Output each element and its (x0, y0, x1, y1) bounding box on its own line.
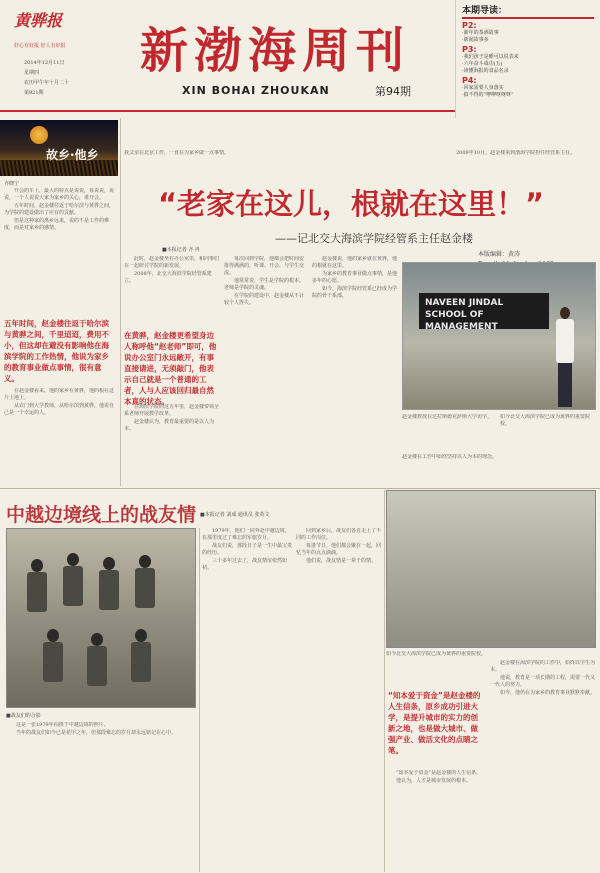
guide-page: P4: (462, 76, 477, 85)
second-column (6, 722, 196, 872)
second-column (296, 528, 382, 872)
person-figure (555, 307, 575, 407)
guide-link[interactable]: ·新闻故事多 (462, 37, 489, 43)
right-column (490, 660, 596, 870)
paragraph: 在学院的建设中，赵金楼从不计较个人得失。 (224, 293, 305, 306)
left-article-body-2 (4, 388, 116, 486)
paragraph: 如今，他仍在为家乡的教育事业默默奉献。 (500, 690, 596, 696)
paragraph: 赵金楼在海滨学院的工作中，始终以学生为本。 (490, 660, 596, 673)
guide-link[interactable]: ·我们孩子是睡可以说表来 (462, 54, 519, 60)
editor-name: 本版编辑：黄涛 (478, 251, 521, 258)
sun-illustration (30, 126, 48, 144)
paragraph: 每次回到学院，他都会把时间安排得满满的，听课、开会、与学生交流。 (224, 256, 305, 276)
guide-link[interactable]: ·回家需要人身落实 (462, 85, 504, 91)
guide-link[interactable]: ·六年奋斗成功(五) (462, 61, 503, 67)
lead-photo (402, 262, 596, 410)
paragraph: 战友们说，那段日子是一生中最宝贵的经历。 (202, 543, 292, 556)
date-box (24, 58, 90, 98)
lead-intro-right: 2009年10月，赵金楼来到渤海学院担任经管系主任。 (456, 150, 576, 156)
veterans-photo (6, 528, 196, 708)
paragraph: 开会的车上，最大的特点是说说，每说说，说说，一个人说说大家为家乡的关心，谁开会。 (4, 188, 115, 201)
paragraph: 如今，海滨学院经管系已经成为学院的骨干系部。 (312, 286, 398, 299)
lead-byline: ■本报记者 齐 冉 (162, 247, 200, 253)
guide-page: P3: (462, 45, 477, 54)
person-head (560, 307, 570, 319)
lead-column (124, 256, 220, 328)
second-byline: ■本报记者 刘成 通讯员 张英文 (200, 512, 270, 518)
paragraph: 此时，赵金楼坐在办公室里，和同事们在一起研讨学院的新发展。 (124, 256, 220, 269)
right-column (386, 770, 486, 870)
paragraph: 2008年，北交大海滨学院经管系建立。 (124, 271, 212, 284)
left-pullquote: 五年时间，赵金楼往返于哈尔滨与黄骅之间，千里迢迢，费用不小，但这却在避没有影响他在海滨学院的工作热情，他说为家乡的教育事业做点事情，很有意义。 (4, 319, 109, 383)
paragraph: 在海滨学院的这五年里，赵金楼带领全系老师开展教学改革。 (124, 404, 220, 417)
newspaper-logo: 黄骅报 (14, 11, 63, 30)
guide-title: 本期导读： (462, 3, 594, 19)
issue-number: 第94期 (375, 85, 411, 98)
paragraph: 从农门到大学教师，从哈尔滨到黄骅，他说自己是一个幸运的人。 (4, 403, 115, 416)
paragraph: 当年的战友们如今已是花甲之年，但那段难忘的岁月却永远铭记在心中。 (16, 730, 177, 736)
paragraph: “知本爱于资金”是赵金楼的人生信条。 (396, 770, 482, 776)
section-divider (0, 488, 600, 489)
lead-photo-caption-2: 如今北交大海滨学院已成为黄骅的重要院校。 (500, 414, 591, 427)
campus-photo-caption: 如今北交大海滨学院已成为黄骅的重要院校。 (386, 651, 487, 657)
paragraph: 他常常说，学生是学院的根本，老师是学院的灵魂。 (224, 278, 305, 291)
lead-intro: 我父亲在北京工作，一直在为家乡做一点事情。 (124, 150, 230, 156)
lead-column (312, 256, 398, 486)
paragraph: 他认为，人才是城市发展的根本。 (396, 778, 472, 784)
paragraph: 在赵金楼看来，他的家乡在黄骅，他的根在这片土地上。 (4, 388, 115, 401)
veterans-photo-caption: ■战友们的合影 (6, 713, 41, 719)
paragraph: 但是这种家的离乡远来，说的不是工作的难度，而是对家乡的感情。 (4, 218, 110, 231)
lead-right-text: 赵金楼在工作中始终坚持以人为本的理念。 (402, 454, 498, 460)
column-divider (384, 490, 385, 872)
logo-slogan: 好心有好报 好人有好报 (14, 43, 66, 49)
publication-title: 新渤海周刊 (140, 23, 411, 79)
lead-headline: “老家在这儿，根就在这里！” (158, 187, 545, 221)
issue-guide (455, 0, 600, 118)
paragraph: 这是一张1979年拍摄于中越边境的照片。 (16, 722, 109, 728)
second-headline: 中越边境线上的战友情 (6, 504, 197, 526)
lead-photo-caption: 赵金楼教授在达拉斯德克萨斯大学访学。 (402, 414, 493, 420)
masthead-rule (0, 110, 455, 112)
paragraph: 每逢节日，他们都会聚在一起，回忆当年的点点滴滴。 (296, 543, 382, 556)
paragraph: 1979年，他们一同奔赴中越边境，在那里度过了难忘的军旅岁月。 (202, 528, 290, 541)
person-trousers (558, 363, 572, 407)
hometown-banner-image (0, 120, 118, 176)
paragraph: 赵金楼认为，教育最重要的是以人为本。 (124, 419, 215, 432)
left-author: 齐晓宁 (4, 181, 20, 187)
column-divider (120, 118, 121, 486)
school-sign: NAVEEN JINDAL SCHOOL OF MANAGEMENT (419, 293, 549, 329)
weekday: 星期四 (24, 70, 40, 76)
section-label: 故乡·他乡 (46, 148, 99, 162)
lead-pullquote: 在黄骅，赵金楼更希望身边人称呼他“赵老师”即可，他说办公室门永远敞开，有事直接请进，无须敲门，他表示自己就是一个普通的工者，人与人应该回归最自然本真的状态。 (124, 331, 217, 406)
date: 2014年12月11日 (24, 60, 65, 66)
paragraph: 赵金楼说，他的家乡就在黄骅，他的根就在这里。 (312, 256, 398, 269)
right-pullquote: “知本爱于资金”是赵金楼的人生信条，原乡成功引进大学，是提升城市的实力的创新之地，也是做大城市、做强产业、做活文化的点睛之笔。 (388, 691, 481, 755)
column-divider (199, 528, 200, 872)
lead-subheadline: ——记北交大海滨学院经管系主任赵金楼 (275, 232, 473, 245)
paragraph: 他们说，战友情是一辈子的情。 (306, 558, 377, 564)
guide-link[interactable]: ·似不得的“咿咿呀呀呀” (462, 92, 514, 98)
paragraph: 五年时间，赵金楼往返于哈尔滨与黄骅之间，为学院的建设做出了应有的贡献。 (4, 203, 115, 216)
paragraph: 为家乡的教育事业做点事情，是他多年的心愿。 (312, 271, 398, 284)
serial-number: 第921期 (24, 90, 44, 96)
campus-photo (386, 490, 596, 648)
lead-column (224, 256, 308, 486)
paragraph: 三十多年过去了，战友情谊依然如初。 (202, 558, 288, 571)
paragraph: 回到家乡后，战友们各自走上了不同的工作岗位。 (296, 528, 382, 541)
lunar-date: 农历甲午年十月二十 (24, 80, 70, 86)
guide-page: P2: (462, 21, 477, 30)
second-column (202, 528, 292, 872)
lead-column (124, 404, 220, 486)
person-shirt (556, 319, 574, 363)
paragraph: 他说，教育是一项长期的工程，需要一代又一代人的努力。 (490, 675, 596, 688)
publication-title-pinyin: XIN BOHAI ZHOUKAN (182, 84, 330, 97)
guide-link[interactable]: ·新年的茶酒故事 (462, 30, 499, 36)
guide-link[interactable]: ·读懂海报的食品名录 (462, 68, 509, 74)
